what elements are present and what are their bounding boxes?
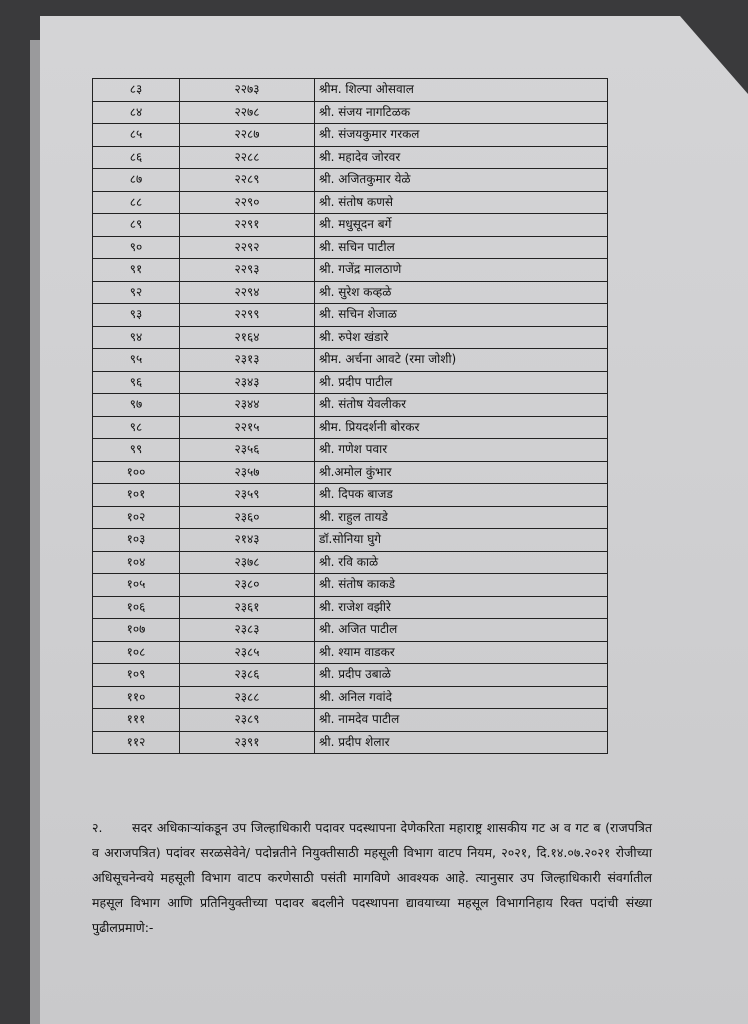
serial-number-cell: १०५ bbox=[93, 574, 180, 597]
officer-id-cell: २३१३ bbox=[180, 349, 315, 372]
officer-id-cell: २२७८ bbox=[180, 101, 315, 124]
serial-number-cell: १०९ bbox=[93, 664, 180, 687]
table-row bbox=[93, 304, 608, 327]
serial-number-cell: १०३ bbox=[93, 529, 180, 552]
table-row bbox=[93, 236, 608, 259]
officer-name-cell: श्री. सचिन पाटील bbox=[315, 236, 608, 259]
officer-id-cell: २२९० bbox=[180, 191, 315, 214]
officer-id-cell: २३४३ bbox=[180, 371, 315, 394]
officer-name-cell: श्री. राजेश वझीरे bbox=[315, 596, 608, 619]
table-row bbox=[93, 619, 608, 642]
officer-id-cell: २३९१ bbox=[180, 731, 315, 754]
table-row bbox=[93, 191, 608, 214]
serial-number-cell: १०८ bbox=[93, 641, 180, 664]
officer-id-cell: २२९९ bbox=[180, 304, 315, 327]
paragraph-text: सदर अधिकाऱ्यांकडून उप जिल्हाधिकारी पदावर पदस्थापना देणेकरिता महाराष्ट्र शासकीय गट अ व गट ब (राजपत्रित व अराजपत्रित) पदांवर सरळसेवेने/ पदोन्नतीने नियुक्तीसाठी महसूली विभाग वाटप नियम, २०२१, दि.१४.०७.२०२१ रोजीच्या अधिसूचनेन्वये महसूली विभाग वाटप करणेसाठी पसंती मागविणे आवश्यक आहे. त्यानुसार उप जिल्हाधिकारी संवर्गातील महसूल विभाग आणि प्रतिनियुक्तीच्या पदावर बदलीने पदस्थापना द्यावयाच्या महसूल विभागनिहाय रिक्त पदांची संख्या पुढीलप्रमाणे:- bbox=[92, 820, 652, 935]
table-row bbox=[93, 529, 608, 552]
officer-id-cell: २२८९ bbox=[180, 169, 315, 192]
officer-id-cell: २३८० bbox=[180, 574, 315, 597]
officer-id-cell: २३७८ bbox=[180, 551, 315, 574]
officer-id-cell: २२७३ bbox=[180, 79, 315, 102]
table-row bbox=[93, 326, 608, 349]
officer-id-cell: २३८५ bbox=[180, 641, 315, 664]
officer-id-cell: २३८९ bbox=[180, 709, 315, 732]
serial-number-cell: ९५ bbox=[93, 349, 180, 372]
serial-number-cell: ९४ bbox=[93, 326, 180, 349]
serial-number-cell: ८५ bbox=[93, 124, 180, 147]
serial-number-cell: १०४ bbox=[93, 551, 180, 574]
officer-name-cell: श्री. प्रदीप पाटील bbox=[315, 371, 608, 394]
officer-name-cell: श्री.अमोल कुंभार bbox=[315, 461, 608, 484]
officer-name-cell: श्री. संजय नागटिळक bbox=[315, 101, 608, 124]
officer-id-cell: २२९१ bbox=[180, 214, 315, 237]
table-row bbox=[93, 259, 608, 282]
table-row bbox=[93, 664, 608, 687]
table-row bbox=[93, 79, 608, 102]
officer-name-cell: श्रीम. अर्चना आवटे (रमा जोशी) bbox=[315, 349, 608, 372]
serial-number-cell: ८४ bbox=[93, 101, 180, 124]
serial-number-cell: ९३ bbox=[93, 304, 180, 327]
officer-id-cell: २३६१ bbox=[180, 596, 315, 619]
table-row bbox=[93, 214, 608, 237]
roster-table-body bbox=[93, 79, 608, 754]
officer-name-cell: श्री. संतोष कणसे bbox=[315, 191, 608, 214]
officer-name-cell: श्री. प्रदीप शेलार bbox=[315, 731, 608, 754]
officer-name-cell: श्री. अजित पाटील bbox=[315, 619, 608, 642]
officer-name-cell: श्री. गजेंद्र मालठाणे bbox=[315, 259, 608, 282]
officer-name-cell: श्री. श्याम वाडकर bbox=[315, 641, 608, 664]
serial-number-cell: १०० bbox=[93, 461, 180, 484]
officer-name-cell: श्री. संतोष काकडे bbox=[315, 574, 608, 597]
serial-number-cell: ११० bbox=[93, 686, 180, 709]
serial-number-cell: ९० bbox=[93, 236, 180, 259]
serial-number-cell: १११ bbox=[93, 709, 180, 732]
serial-number-cell: ८९ bbox=[93, 214, 180, 237]
table-row bbox=[93, 484, 608, 507]
officer-name-cell: श्री. नामदेव पाटील bbox=[315, 709, 608, 732]
officer-id-cell: २३५६ bbox=[180, 439, 315, 462]
officer-name-cell: श्री. दिपक बाजड bbox=[315, 484, 608, 507]
officer-id-cell: २१४३ bbox=[180, 529, 315, 552]
officer-name-cell: श्री. अजितकुमार येळे bbox=[315, 169, 608, 192]
serial-number-cell: ९९ bbox=[93, 439, 180, 462]
officer-name-cell: श्री. रुपेश खंडारे bbox=[315, 326, 608, 349]
officer-name-cell: डॉ.सोनिया घुगे bbox=[315, 529, 608, 552]
serial-number-cell: १०६ bbox=[93, 596, 180, 619]
officer-id-cell: २३४४ bbox=[180, 394, 315, 417]
serial-number-cell: ८३ bbox=[93, 79, 180, 102]
table-row bbox=[93, 686, 608, 709]
serial-number-cell: ८६ bbox=[93, 146, 180, 169]
table-row bbox=[93, 551, 608, 574]
officer-name-cell: श्री. सुरेश कव्हळे bbox=[315, 281, 608, 304]
officer-id-cell: २२९२ bbox=[180, 236, 315, 259]
officer-name-cell: श्री. रवि काळे bbox=[315, 551, 608, 574]
officer-name-cell: श्री. गणेश पवार bbox=[315, 439, 608, 462]
table-row bbox=[93, 371, 608, 394]
officer-name-cell: श्रीम. प्रियदर्शनी बोरकर bbox=[315, 416, 608, 439]
officer-id-cell: २३६० bbox=[180, 506, 315, 529]
officer-id-cell: २२९४ bbox=[180, 281, 315, 304]
serial-number-cell: १०७ bbox=[93, 619, 180, 642]
serial-number-cell: ८७ bbox=[93, 169, 180, 192]
officer-id-cell: २२८७ bbox=[180, 124, 315, 147]
officer-name-cell: श्री. अनिल गवांदे bbox=[315, 686, 608, 709]
serial-number-cell: ९१ bbox=[93, 259, 180, 282]
table-row bbox=[93, 641, 608, 664]
table-row bbox=[93, 461, 608, 484]
officer-name-cell: श्री. संतोष येवलीकर bbox=[315, 394, 608, 417]
table-row bbox=[93, 124, 608, 147]
officer-id-cell: २२८८ bbox=[180, 146, 315, 169]
officer-name-cell: श्री. राहुल तायडे bbox=[315, 506, 608, 529]
paragraph-number: २. bbox=[92, 820, 103, 835]
serial-number-cell: १०१ bbox=[93, 484, 180, 507]
paragraph-2 bbox=[92, 815, 652, 940]
officer-id-cell: २३५७ bbox=[180, 461, 315, 484]
officer-name-cell: श्री. संजयकुमार गरकल bbox=[315, 124, 608, 147]
officer-id-cell: २२१५ bbox=[180, 416, 315, 439]
table-row bbox=[93, 731, 608, 754]
table-row bbox=[93, 574, 608, 597]
serial-number-cell: ११२ bbox=[93, 731, 180, 754]
officer-id-cell: २३८६ bbox=[180, 664, 315, 687]
officer-name-cell: श्री. मधुसूदन बर्गे bbox=[315, 214, 608, 237]
officer-name-cell: श्री. प्रदीप उबाळे bbox=[315, 664, 608, 687]
table-row bbox=[93, 101, 608, 124]
officer-name-cell: श्री. सचिन शेजाळ bbox=[315, 304, 608, 327]
officer-roster-table bbox=[92, 78, 608, 754]
table-row bbox=[93, 169, 608, 192]
officer-name-cell: श्रीम. शिल्पा ओसवाल bbox=[315, 79, 608, 102]
serial-number-cell: १०२ bbox=[93, 506, 180, 529]
officer-name-cell: श्री. महादेव जोरवर bbox=[315, 146, 608, 169]
officer-id-cell: २३८३ bbox=[180, 619, 315, 642]
table-row bbox=[93, 709, 608, 732]
serial-number-cell: ९७ bbox=[93, 394, 180, 417]
officer-id-cell: २२९३ bbox=[180, 259, 315, 282]
table-row bbox=[93, 394, 608, 417]
officer-id-cell: २३५९ bbox=[180, 484, 315, 507]
table-row bbox=[93, 349, 608, 372]
table-row bbox=[93, 281, 608, 304]
serial-number-cell: ९८ bbox=[93, 416, 180, 439]
serial-number-cell: ८८ bbox=[93, 191, 180, 214]
officer-id-cell: २३८८ bbox=[180, 686, 315, 709]
table-row bbox=[93, 416, 608, 439]
table-row bbox=[93, 146, 608, 169]
table-row bbox=[93, 506, 608, 529]
table-row bbox=[93, 439, 608, 462]
serial-number-cell: ९६ bbox=[93, 371, 180, 394]
officer-id-cell: २१६४ bbox=[180, 326, 315, 349]
table-row bbox=[93, 596, 608, 619]
serial-number-cell: ९२ bbox=[93, 281, 180, 304]
